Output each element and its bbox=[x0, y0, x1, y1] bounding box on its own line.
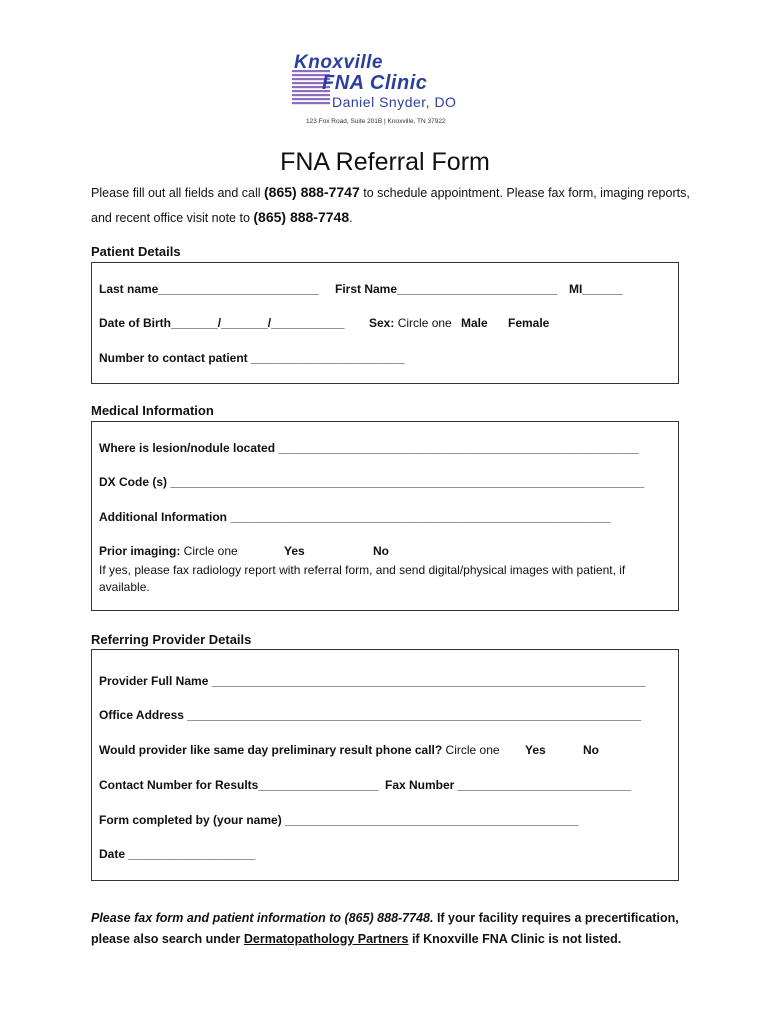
intro-fax: (865) 888-7748 bbox=[253, 209, 350, 225]
medical-info-heading: Medical Information bbox=[91, 403, 214, 418]
sex-label: Sex: bbox=[369, 316, 395, 330]
office-address-field[interactable]: Office Address ____________________________________________________________________ bbox=[99, 708, 642, 722]
sex-circle-one: Circle one bbox=[394, 316, 452, 330]
medical-info-box bbox=[91, 421, 679, 611]
footer-note bbox=[91, 908, 691, 950]
contact-number-field[interactable]: Contact Number for Results__________________ bbox=[99, 778, 379, 792]
lesion-location-field[interactable]: Where is lesion/nodule located ______________________________________________________ bbox=[99, 441, 639, 455]
fax-number-field[interactable]: Fax Number __________________________ bbox=[385, 778, 632, 792]
last-name-label: Last name________________________ bbox=[99, 282, 319, 296]
dob-label: Date of Birth_______/_______/___________ bbox=[99, 316, 345, 330]
date-field[interactable]: Date ___________________ bbox=[99, 847, 256, 861]
intro-part3: . bbox=[349, 211, 353, 225]
dob-field[interactable] bbox=[99, 316, 345, 330]
provider-details-heading: Referring Provider Details bbox=[91, 632, 252, 647]
intro-part1: Please fill out all fields and call bbox=[91, 186, 265, 200]
intro-part2: to schedule appointment. Please fax form, imaging reports, and recent office visit note to bbox=[91, 186, 690, 225]
patient-details-heading: Patient Details bbox=[91, 244, 181, 259]
prior-imaging-yes[interactable]: Yes bbox=[284, 544, 305, 558]
logo-line-doctor: Daniel Snyder, DO bbox=[332, 94, 457, 110]
mi-label: MI______ bbox=[569, 282, 623, 296]
patient-details-box bbox=[91, 262, 679, 384]
footer-part2: If your facility requires a precertification, please also search under bbox=[91, 911, 679, 946]
prior-imaging-circle-one: Circle one bbox=[180, 544, 238, 558]
prior-imaging-label: Prior imaging: bbox=[99, 544, 181, 558]
prior-imaging-field bbox=[99, 544, 238, 558]
additional-info-field[interactable]: Additional Information _________________________________________________________ bbox=[99, 510, 611, 524]
same-day-no[interactable]: No bbox=[583, 743, 599, 757]
footer-part3: if Knoxville FNA Clinic is not listed. bbox=[408, 932, 622, 946]
patient-contact-label: Number to contact patient _______________________ bbox=[99, 351, 405, 365]
footer-fax-line: Please fax form and patient information to (865) 888-7748. bbox=[91, 911, 434, 925]
same-day-call-field bbox=[99, 743, 500, 757]
intro-phone: (865) 888-7747 bbox=[264, 184, 360, 200]
sex-option-female[interactable]: Female bbox=[508, 316, 550, 330]
logo-line-knoxville: Knoxville bbox=[294, 52, 383, 73]
sex-option-male[interactable]: Male bbox=[461, 316, 488, 330]
page-title: FNA Referral Form bbox=[280, 148, 490, 176]
clinic-address: 123 Fox Road, Suite 201B | Knoxville, TN 37922 bbox=[306, 118, 446, 125]
sex-field bbox=[369, 316, 452, 330]
prior-imaging-no[interactable]: No bbox=[373, 544, 389, 558]
same-day-circle-one: Circle one bbox=[442, 743, 500, 757]
last-name-field[interactable] bbox=[99, 282, 319, 296]
dx-code-field[interactable]: DX Code (s) _______________________________________________________________________ bbox=[99, 475, 645, 489]
same-day-call-label: Would provider like same day preliminary result phone call? bbox=[99, 743, 443, 757]
intro-text bbox=[91, 180, 691, 230]
patient-contact-field[interactable] bbox=[99, 351, 405, 365]
dermatopathology-partners-link[interactable]: Dermatopathology Partners bbox=[243, 932, 409, 946]
provider-details-box bbox=[91, 649, 679, 881]
provider-name-field[interactable]: Provider Full Name _________________________________________________________________ bbox=[99, 674, 646, 688]
logo-line-fna-clinic: FNA Clinic bbox=[322, 72, 428, 94]
same-day-yes[interactable]: Yes bbox=[525, 743, 546, 757]
first-name-field[interactable] bbox=[335, 282, 557, 296]
completed-by-field[interactable]: Form completed by (your name) ____________________________________________ bbox=[99, 813, 579, 827]
mi-field[interactable] bbox=[569, 282, 622, 296]
first-name-label: First Name________________________ bbox=[335, 282, 558, 296]
clinic-logo bbox=[288, 52, 488, 132]
prior-imaging-note: If yes, please fax radiology report with referral form, and send digital/physical images with patient, if available. bbox=[99, 563, 626, 594]
